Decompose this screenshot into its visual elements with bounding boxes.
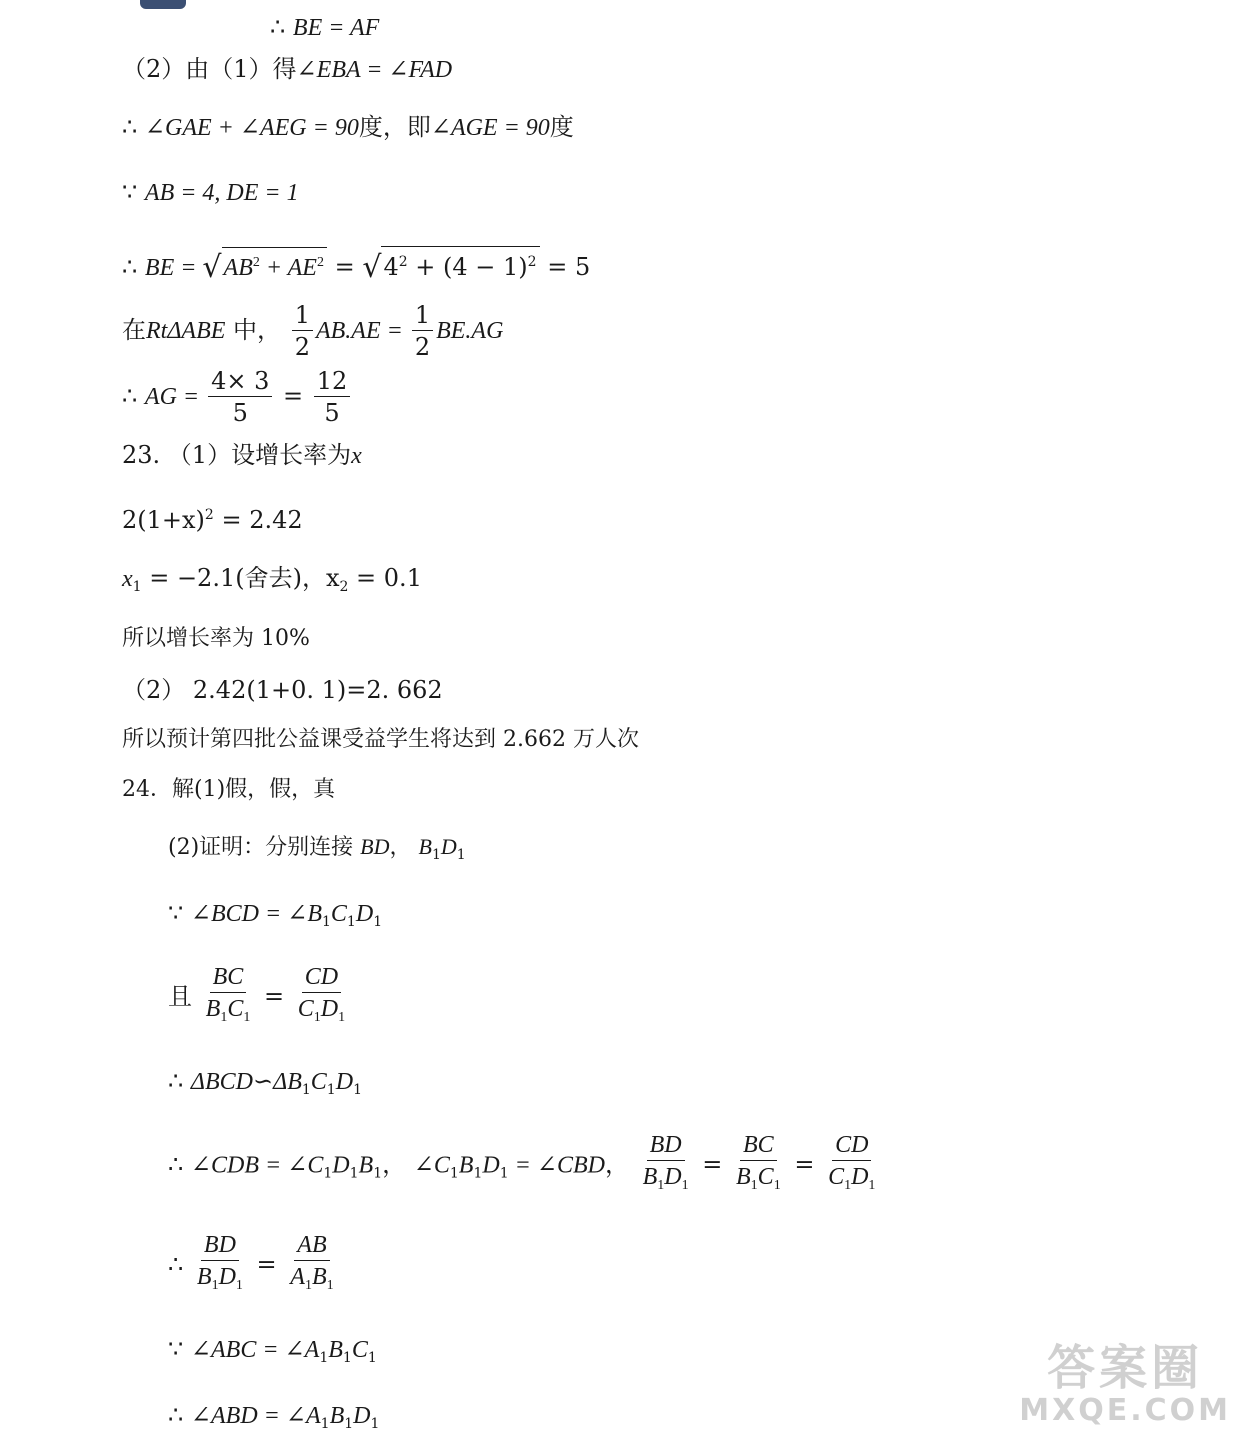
line-ag-value: ∴ AG = $\frac{4\times 3}{5}$ = $\frac{12}{5}$ xyxy=(122,366,353,429)
line-part2-calc: （2） 2.42(1+0. 1)=2. 662 xyxy=(122,676,443,704)
watermark-url: MXQE.COM xyxy=(1019,1393,1231,1428)
line-proof-start: (2)证明：分别连接 BD， $B_1D_1$ xyxy=(168,834,466,863)
watermark-logo-text: 答案圈 xyxy=(1047,1340,1204,1396)
fraction-bd: $\frac{BD}{B_1D_1}$ xyxy=(642,1132,689,1193)
line-given-values: ∵ AB = 4, DE = 1 xyxy=(122,178,299,206)
watermark xyxy=(1019,1340,1231,1428)
line-angle-abc: ∵ ∠ABC = $\angle A_1B_1C_1$ xyxy=(168,1335,377,1366)
fraction-bd-2: $\frac{BD}{B_1D_1}$ xyxy=(196,1232,243,1293)
fraction-ab: $\frac{AB}{A_1B_1}$ xyxy=(290,1232,334,1293)
line-angles-ratios: ∴ ∠CDB = $\angle C_1D_1B_1$， $\angle C_1B_1D_1$ = ∠CBD， $\frac{BD}{B_1D_1}$ = $\frac{BC}{B_1C_1}$ = $\frac{CD}{C_1D_1}$ xyxy=(168,1130,881,1202)
fraction-bc-2: $\frac{BC}{B_1C_1}$ xyxy=(736,1132,781,1193)
fraction-cd-2: $\frac{CD}{C_1D_1}$ xyxy=(828,1132,876,1193)
fraction-half-1: $\frac{1}{2}$ xyxy=(292,300,313,363)
fraction-cd: $\frac{CD}{C_1D_1}$ xyxy=(297,964,346,1025)
line-forecast: 所以预计第四批公益课受益学生将达到 2.662 万人次 xyxy=(122,727,639,752)
line-growth-rate: 所以增长率为 10% xyxy=(122,626,310,651)
line-angle-sum: ∴ ∠GAE + ∠AEG = 90度，即∠AGE = 90度 xyxy=(122,113,574,141)
line-growth-equation: $2(1+x)^2 = 2.42$ xyxy=(122,506,303,534)
fraction-ag: $\frac{4\times 3}{5}$ xyxy=(208,366,272,429)
fraction-twelve-fifths: $\frac{12}{5}$ xyxy=(314,366,351,429)
line-similar-triangles: ∴ $\Delta BCD∽\Delta B_1C_1D_1$ xyxy=(168,1067,362,1098)
pen-graphic xyxy=(140,0,186,9)
line-area-equation: 在RtΔABE 中， $\frac{1}{2}$ AB.AE = $\frac{1}{2}$ BE.AG xyxy=(122,301,504,361)
line-roots: $x_1 = -2.1$(舍去)，$x_2 = 0.1$ xyxy=(122,564,422,595)
line-angle-abd: ∴ ∠ABD = $\angle A_1B_1D_1$ xyxy=(168,1401,380,1432)
line-ratio-bc-cd: 且 $\frac{BC}{B_1C_1}$ = $\frac{CD}{C_1D_1}$ xyxy=(168,962,351,1034)
fraction-half-2: $\frac{1}{2}$ xyxy=(412,300,433,363)
line-q24-heading: 24．解(1)假，假，真 xyxy=(122,777,336,802)
line-be-eq-af: ∴ BE = AF xyxy=(270,13,380,41)
line-ratio-bd-ab: ∴ $\frac{BD}{B_1D_1}$ = $\frac{AB}{A_1B_1}$ xyxy=(168,1230,340,1302)
line-q23-heading: 23. （1）设增长率为x xyxy=(122,441,362,469)
line-be-sqrt: ∴ BE = $√AB^2 + AE^2 = √4^2 + (4 - 1)^2 = 5$ xyxy=(122,246,590,283)
line-angle-bcd: ∵ ∠BCD = $\angle B_1C_1D_1$ xyxy=(168,899,383,930)
line-part2-angle: （2）由（1）得∠EBA = ∠FAD xyxy=(122,55,453,83)
fraction-bc: $\frac{BC}{B_1C_1}$ xyxy=(205,964,251,1025)
